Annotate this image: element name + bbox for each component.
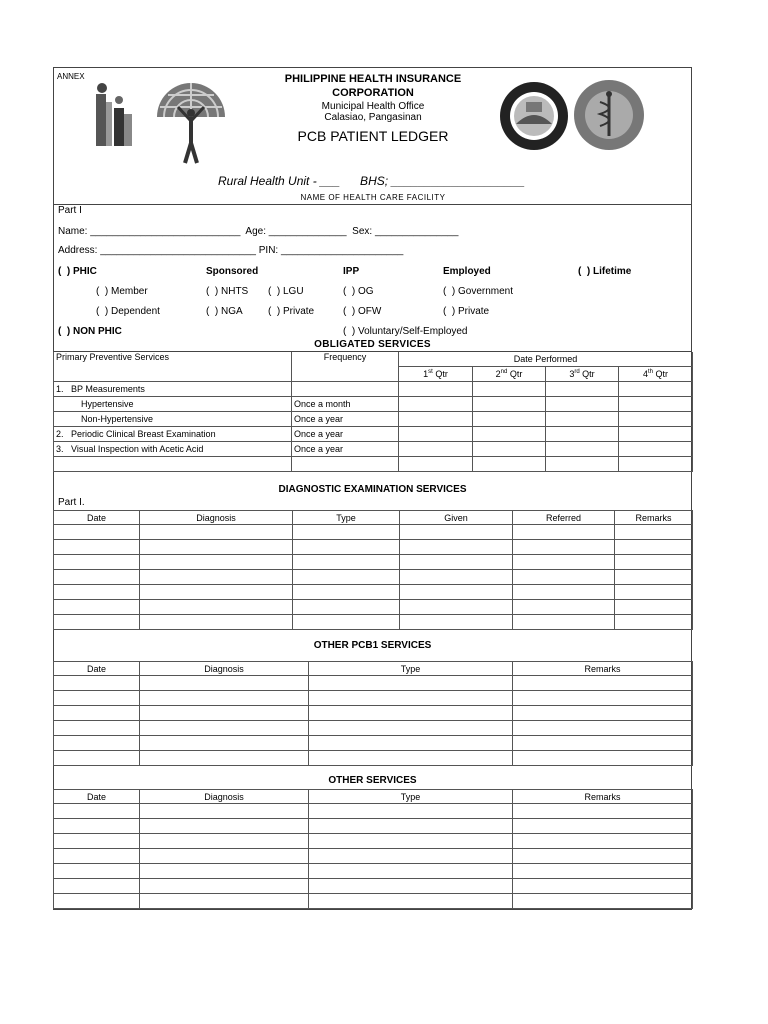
service-frequency: Once a year — [292, 412, 399, 427]
table-row[interactable] — [54, 721, 693, 736]
col-diagnosis: Diagnosis — [140, 662, 309, 676]
quarter-header: 2nd Qtr — [473, 367, 546, 382]
qtr-cell[interactable] — [546, 382, 619, 397]
document-title: PCB PATIENT LEDGER — [297, 128, 449, 144]
government-checkbox[interactable]: ( ) Government — [443, 286, 514, 297]
ofw-checkbox[interactable]: ( ) OFW — [343, 306, 382, 317]
service-name: Hypertensive — [54, 397, 292, 412]
org-name-line1: PHILIPPINE HEALTH INSURANCE — [284, 73, 462, 85]
col-type: Type — [309, 662, 513, 676]
org-name-line2: CORPORATION — [332, 87, 414, 99]
service-name: 2. Periodic Clinical Breast Examination — [54, 427, 292, 442]
qtr-cell[interactable] — [399, 397, 473, 412]
qtr-cell[interactable] — [619, 382, 693, 397]
nhts-checkbox[interactable]: ( ) NHTS — [206, 286, 249, 297]
table-row[interactable] — [54, 804, 693, 819]
other-pcb1-table — [53, 661, 693, 766]
table-row[interactable] — [54, 894, 693, 909]
quarter-header: 4th Qtr — [619, 367, 693, 382]
quarter-header: 1st Qtr — [399, 367, 473, 382]
table-row — [54, 457, 693, 472]
qtr-cell[interactable] — [473, 412, 546, 427]
office-location: Calasiao, Pangasinan — [324, 112, 422, 123]
diagnostic-table — [53, 510, 693, 630]
qtr-cell[interactable] — [473, 427, 546, 442]
qtr-cell[interactable] — [473, 382, 546, 397]
employed-heading: Employed — [443, 266, 491, 277]
private-sponsored-checkbox[interactable]: ( ) Private — [268, 306, 315, 317]
qtr-cell[interactable] — [399, 382, 473, 397]
address-pin-field[interactable]: Address: ____________________________ PIN: ______________________ — [58, 245, 404, 256]
table-row — [54, 397, 693, 412]
table-row — [54, 382, 693, 397]
og-checkbox[interactable]: ( ) OG — [343, 286, 374, 297]
col-remarks: Remarks — [615, 511, 693, 525]
qtr-cell[interactable] — [399, 412, 473, 427]
service-name — [54, 457, 292, 472]
name-age-sex-field[interactable]: Name: ___________________________ Age: ______________ Sex: _______________ — [58, 226, 459, 237]
qtr-cell[interactable] — [546, 412, 619, 427]
col-frequency: Frequency — [292, 352, 399, 382]
col-type: Type — [309, 790, 513, 804]
col-diagnosis: Diagnosis — [140, 790, 309, 804]
col-given: Given — [400, 511, 513, 525]
obligated-services-title: OBLIGATED SERVICES — [314, 339, 431, 350]
municipal-seal-icon — [498, 80, 570, 152]
table-row[interactable] — [54, 819, 693, 834]
puzzle-globe-logo-icon — [154, 73, 228, 165]
diagnostic-title: DIAGNOSTIC EXAMINATION SERVICES — [278, 484, 467, 495]
qtr-cell[interactable] — [619, 442, 693, 457]
service-frequency: Once a year — [292, 442, 399, 457]
qtr-cell[interactable] — [546, 427, 619, 442]
qtr-cell[interactable] — [619, 427, 693, 442]
table-row[interactable] — [54, 555, 693, 570]
table-row[interactable] — [54, 540, 693, 555]
table-row — [54, 442, 693, 457]
other-pcb1-title: OTHER PCB1 SERVICES — [313, 640, 432, 651]
other-services-title: OTHER SERVICES — [328, 775, 417, 786]
table-row[interactable] — [54, 676, 693, 691]
quarter-header: 3rd Qtr — [546, 367, 619, 382]
service-frequency — [292, 382, 399, 397]
table-row — [54, 427, 693, 442]
qtr-cell[interactable] — [399, 457, 473, 472]
health-office-seal-icon — [572, 78, 646, 152]
col-date: Date — [54, 511, 140, 525]
qtr-cell[interactable] — [546, 442, 619, 457]
qtr-cell[interactable] — [546, 457, 619, 472]
service-frequency — [292, 457, 399, 472]
facility-name-field[interactable]: Rural Health Unit - ___ BHS; ____________________ — [218, 174, 525, 188]
dependent-checkbox[interactable]: ( ) Dependent — [96, 306, 160, 317]
table-row[interactable] — [54, 864, 693, 879]
service-name: 1. BP Measurements — [54, 382, 292, 397]
table-row[interactable] — [54, 600, 693, 615]
service-frequency: Once a month — [292, 397, 399, 412]
obligated-services-table — [53, 352, 693, 472]
non-phic-checkbox[interactable]: ( ) NON PHIC — [58, 326, 122, 337]
table-row[interactable] — [54, 879, 693, 894]
phic-checkbox[interactable]: ( ) PHIC — [58, 266, 97, 277]
nga-checkbox[interactable]: ( ) NGA — [206, 306, 243, 317]
table-row[interactable] — [54, 691, 693, 706]
annex-label: ANNEX — [57, 72, 85, 81]
service-name: Non-Hypertensive — [54, 412, 292, 427]
table-row — [54, 412, 693, 427]
col-diagnosis: Diagnosis — [140, 511, 293, 525]
office-name: Municipal Health Office — [321, 101, 425, 112]
sponsored-heading: Sponsored — [206, 266, 259, 277]
table-row[interactable] — [54, 849, 693, 864]
col-type: Type — [293, 511, 400, 525]
qtr-cell[interactable] — [473, 457, 546, 472]
col-remarks: Remarks — [513, 790, 693, 804]
table-row[interactable] — [54, 736, 693, 751]
service-name: 3. Visual Inspection with Acetic Acid — [54, 442, 292, 457]
diagnostic-part-label: Part I. — [58, 497, 85, 508]
ipp-heading: IPP — [343, 266, 360, 277]
lgu-checkbox[interactable]: ( ) LGU — [268, 286, 304, 297]
qtr-cell[interactable] — [473, 397, 546, 412]
member-checkbox[interactable]: ( ) Member — [96, 286, 148, 297]
facility-caption: NAME OF HEALTH CARE FACILITY — [300, 193, 446, 202]
col-referred: Referred — [513, 511, 615, 525]
qtr-cell[interactable] — [399, 427, 473, 442]
lifetime-checkbox[interactable]: ( ) Lifetime — [578, 266, 632, 277]
private-employed-checkbox[interactable]: ( ) Private — [443, 306, 490, 317]
qtr-cell[interactable] — [619, 397, 693, 412]
table-row[interactable] — [54, 570, 693, 585]
table-row[interactable] — [54, 585, 693, 600]
qtr-cell[interactable] — [619, 457, 693, 472]
col-remarks: Remarks — [513, 662, 693, 676]
table-row[interactable] — [54, 751, 693, 766]
col-primary-services: Primary Preventive Services — [54, 352, 292, 382]
qtr-cell[interactable] — [473, 442, 546, 457]
table-row[interactable] — [54, 525, 693, 540]
philhealth-logo-icon — [92, 80, 138, 152]
qtr-cell[interactable] — [399, 442, 473, 457]
other-services-table — [53, 789, 693, 909]
col-date: Date — [54, 662, 140, 676]
part1-label: Part I — [58, 205, 82, 216]
col-date-performed: Date Performed — [399, 352, 693, 367]
col-date: Date — [54, 790, 140, 804]
voluntary-checkbox[interactable]: ( ) Voluntary/Self-Employed — [343, 326, 468, 337]
qtr-cell[interactable] — [619, 412, 693, 427]
table-row[interactable] — [54, 615, 693, 630]
table-row[interactable] — [54, 834, 693, 849]
qtr-cell[interactable] — [546, 397, 619, 412]
table-row[interactable] — [54, 706, 693, 721]
service-frequency: Once a year — [292, 427, 399, 442]
